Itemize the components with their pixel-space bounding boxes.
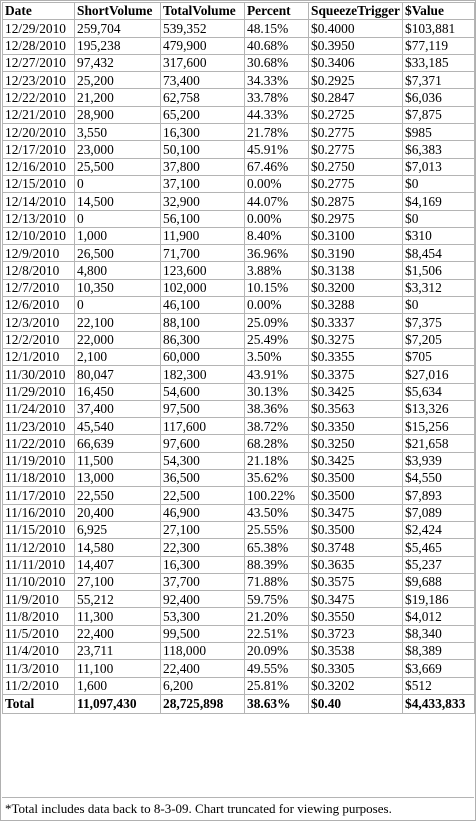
cell-dollar-value: $3,939 xyxy=(403,452,475,469)
cell-dollar-value: $2,424 xyxy=(403,521,475,538)
cell-date: 12/10/2010 xyxy=(3,227,75,244)
cell-short-volume: 3,550 xyxy=(75,124,161,141)
cell-date: 11/11/2010 xyxy=(3,556,75,573)
table-row xyxy=(3,245,475,262)
cell-total-volume: 32,900 xyxy=(161,193,245,210)
cell-date: 12/6/2010 xyxy=(3,297,75,314)
cell-short-volume: 0 xyxy=(75,297,161,314)
cell-squeeze-trigger: $0.3475 xyxy=(309,591,403,608)
cell-date: 12/13/2010 xyxy=(3,210,75,227)
cell-short-volume: 1,000 xyxy=(75,227,161,244)
cell-total-volume: 65,200 xyxy=(161,106,245,123)
cell-date: 11/16/2010 xyxy=(3,504,75,521)
table-row xyxy=(3,625,475,642)
cell-percent: 21.18% xyxy=(245,452,309,469)
cell-percent: 59.75% xyxy=(245,591,309,608)
cell-date: 11/30/2010 xyxy=(3,366,75,383)
table-row xyxy=(3,37,475,54)
footnote: *Total includes data back to 8-3-09. Chart truncated for viewing purposes. xyxy=(2,797,474,819)
cell-short-volume: 16,450 xyxy=(75,383,161,400)
cell-dollar-value: $512 xyxy=(403,677,475,694)
cell-percent: 8.40% xyxy=(245,227,309,244)
cell-total-volume: 54,300 xyxy=(161,452,245,469)
cell-short-volume: 4,800 xyxy=(75,262,161,279)
cell-squeeze-trigger: $0.3355 xyxy=(309,348,403,365)
table-row xyxy=(3,521,475,538)
cell-squeeze-trigger: $0.3575 xyxy=(309,573,403,590)
table-row xyxy=(3,418,475,435)
cell-squeeze-trigger: $0.3190 xyxy=(309,245,403,262)
cell-short-volume: 195,238 xyxy=(75,37,161,54)
cell-percent: 67.46% xyxy=(245,158,309,175)
table-row xyxy=(3,89,475,106)
cell-total-volume: 16,300 xyxy=(161,124,245,141)
table-row xyxy=(3,366,475,383)
cell-dollar-value: $9,688 xyxy=(403,573,475,590)
cell-percent: 44.07% xyxy=(245,193,309,210)
cell-squeeze-trigger: $0.2750 xyxy=(309,158,403,175)
cell-total-volume: 117,600 xyxy=(161,418,245,435)
cell-date: 11/15/2010 xyxy=(3,521,75,538)
cell-squeeze-trigger: $0.3305 xyxy=(309,660,403,677)
cell-percent: 71.88% xyxy=(245,573,309,590)
cell-dollar-value: $13,326 xyxy=(403,400,475,417)
cell-squeeze-trigger: $0.3538 xyxy=(309,642,403,659)
cell-percent: 10.15% xyxy=(245,279,309,296)
cell-percent: 21.20% xyxy=(245,608,309,625)
cell-date: 12/28/2010 xyxy=(3,37,75,54)
table-row xyxy=(3,504,475,521)
cell-date: 11/5/2010 xyxy=(3,625,75,642)
cell-dollar-value: $985 xyxy=(403,124,475,141)
cell-total-volume: 16,300 xyxy=(161,556,245,573)
cell-dollar-value: $5,634 xyxy=(403,383,475,400)
cell-squeeze-trigger: $0.3337 xyxy=(309,314,403,331)
cell-squeeze-trigger: $0.2847 xyxy=(309,89,403,106)
cell-squeeze-trigger: $0.2775 xyxy=(309,141,403,158)
table-row xyxy=(3,279,475,296)
cell-total-volume: 37,700 xyxy=(161,573,245,590)
cell-short-volume: 2,100 xyxy=(75,348,161,365)
total-dollar-value: $4,433,833 xyxy=(403,694,475,713)
cell-squeeze-trigger: $0.2775 xyxy=(309,124,403,141)
cell-squeeze-trigger: $0.3635 xyxy=(309,556,403,573)
cell-total-volume: 56,100 xyxy=(161,210,245,227)
table-row xyxy=(3,400,475,417)
table-row xyxy=(3,470,475,487)
cell-total-volume: 37,800 xyxy=(161,158,245,175)
cell-short-volume: 23,000 xyxy=(75,141,161,158)
cell-dollar-value: $103,881 xyxy=(403,20,475,37)
cell-date: 11/29/2010 xyxy=(3,383,75,400)
cell-total-volume: 46,900 xyxy=(161,504,245,521)
cell-percent: 65.38% xyxy=(245,539,309,556)
cell-short-volume: 11,500 xyxy=(75,452,161,469)
cell-date: 12/17/2010 xyxy=(3,141,75,158)
cell-percent: 30.13% xyxy=(245,383,309,400)
table-row xyxy=(3,435,475,452)
cell-percent: 68.28% xyxy=(245,435,309,452)
cell-total-volume: 46,100 xyxy=(161,297,245,314)
cell-date: 11/3/2010 xyxy=(3,660,75,677)
cell-short-volume: 21,200 xyxy=(75,89,161,106)
cell-squeeze-trigger: $0.3350 xyxy=(309,418,403,435)
table-row xyxy=(3,158,475,175)
cell-squeeze-trigger: $0.2775 xyxy=(309,175,403,192)
cell-total-volume: 92,400 xyxy=(161,591,245,608)
cell-short-volume: 37,400 xyxy=(75,400,161,417)
cell-total-volume: 71,700 xyxy=(161,245,245,262)
cell-total-volume: 123,600 xyxy=(161,262,245,279)
cell-short-volume: 0 xyxy=(75,175,161,192)
cell-percent: 38.72% xyxy=(245,418,309,435)
cell-dollar-value: $8,454 xyxy=(403,245,475,262)
cell-date: 11/22/2010 xyxy=(3,435,75,452)
cell-date: 12/20/2010 xyxy=(3,124,75,141)
total-percent: 38.63% xyxy=(245,694,309,713)
cell-date: 12/23/2010 xyxy=(3,72,75,89)
cell-dollar-value: $4,550 xyxy=(403,470,475,487)
cell-squeeze-trigger: $0.3138 xyxy=(309,262,403,279)
cell-date: 12/16/2010 xyxy=(3,158,75,175)
cell-total-volume: 99,500 xyxy=(161,625,245,642)
table-row xyxy=(3,383,475,400)
table-row xyxy=(3,175,475,192)
cell-dollar-value: $5,237 xyxy=(403,556,475,573)
cell-squeeze-trigger: $0.3563 xyxy=(309,400,403,417)
cell-short-volume: 13,000 xyxy=(75,470,161,487)
cell-date: 11/23/2010 xyxy=(3,418,75,435)
table-row xyxy=(3,54,475,71)
table-row xyxy=(3,193,475,210)
cell-short-volume: 22,550 xyxy=(75,487,161,504)
cell-date: 11/18/2010 xyxy=(3,470,75,487)
cell-percent: 0.00% xyxy=(245,297,309,314)
table-row xyxy=(3,106,475,123)
cell-short-volume: 6,925 xyxy=(75,521,161,538)
cell-short-volume: 10,350 xyxy=(75,279,161,296)
table-row xyxy=(3,262,475,279)
cell-total-volume: 36,500 xyxy=(161,470,245,487)
cell-short-volume: 55,212 xyxy=(75,591,161,608)
cell-date: 11/24/2010 xyxy=(3,400,75,417)
cell-short-volume: 14,580 xyxy=(75,539,161,556)
cell-percent: 88.39% xyxy=(245,556,309,573)
cell-dollar-value: $7,205 xyxy=(403,331,475,348)
table-row xyxy=(3,331,475,348)
cell-short-volume: 25,500 xyxy=(75,158,161,175)
cell-percent: 49.55% xyxy=(245,660,309,677)
cell-total-volume: 50,100 xyxy=(161,141,245,158)
cell-date: 11/10/2010 xyxy=(3,573,75,590)
cell-total-volume: 22,300 xyxy=(161,539,245,556)
cell-percent: 43.91% xyxy=(245,366,309,383)
total-row xyxy=(3,694,475,713)
cell-dollar-value: $7,089 xyxy=(403,504,475,521)
cell-total-volume: 88,100 xyxy=(161,314,245,331)
cell-squeeze-trigger: $0.3950 xyxy=(309,37,403,54)
cell-total-volume: 118,000 xyxy=(161,642,245,659)
cell-total-volume: 62,758 xyxy=(161,89,245,106)
header-total-volume: TotalVolume xyxy=(161,3,245,20)
cell-dollar-value: $7,893 xyxy=(403,487,475,504)
header-row xyxy=(3,3,475,20)
cell-short-volume: 22,400 xyxy=(75,625,161,642)
cell-percent: 25.49% xyxy=(245,331,309,348)
cell-percent: 44.33% xyxy=(245,106,309,123)
header-squeeze-trigger: SqueezeTrigger xyxy=(309,3,403,20)
cell-dollar-value: $19,186 xyxy=(403,591,475,608)
cell-squeeze-trigger: $0.3288 xyxy=(309,297,403,314)
cell-squeeze-trigger: $0.4000 xyxy=(309,20,403,37)
cell-short-volume: 28,900 xyxy=(75,106,161,123)
cell-percent: 25.09% xyxy=(245,314,309,331)
cell-total-volume: 37,100 xyxy=(161,175,245,192)
cell-total-volume: 27,100 xyxy=(161,521,245,538)
table-row xyxy=(3,677,475,694)
cell-percent: 100.22% xyxy=(245,487,309,504)
cell-short-volume: 22,100 xyxy=(75,314,161,331)
cell-dollar-value: $7,013 xyxy=(403,158,475,175)
cell-squeeze-trigger: $0.3202 xyxy=(309,677,403,694)
cell-short-volume: 20,400 xyxy=(75,504,161,521)
cell-percent: 43.50% xyxy=(245,504,309,521)
cell-dollar-value: $5,465 xyxy=(403,539,475,556)
cell-squeeze-trigger: $0.3375 xyxy=(309,366,403,383)
cell-percent: 30.68% xyxy=(245,54,309,71)
table-row xyxy=(3,591,475,608)
cell-percent: 25.81% xyxy=(245,677,309,694)
cell-date: 12/15/2010 xyxy=(3,175,75,192)
cell-dollar-value: $705 xyxy=(403,348,475,365)
cell-percent: 34.33% xyxy=(245,72,309,89)
table-body xyxy=(3,20,475,695)
cell-date: 11/2/2010 xyxy=(3,677,75,694)
cell-dollar-value: $33,185 xyxy=(403,54,475,71)
cell-squeeze-trigger: $0.3275 xyxy=(309,331,403,348)
cell-date: 12/8/2010 xyxy=(3,262,75,279)
cell-date: 12/22/2010 xyxy=(3,89,75,106)
cell-short-volume: 1,600 xyxy=(75,677,161,694)
cell-date: 12/9/2010 xyxy=(3,245,75,262)
cell-dollar-value: $15,256 xyxy=(403,418,475,435)
total-label: Total xyxy=(3,694,75,713)
cell-percent: 3.88% xyxy=(245,262,309,279)
cell-total-volume: 22,500 xyxy=(161,487,245,504)
cell-short-volume: 11,100 xyxy=(75,660,161,677)
table-row xyxy=(3,487,475,504)
cell-dollar-value: $21,658 xyxy=(403,435,475,452)
cell-dollar-value: $7,375 xyxy=(403,314,475,331)
cell-short-volume: 14,407 xyxy=(75,556,161,573)
cell-percent: 3.50% xyxy=(245,348,309,365)
table-row xyxy=(3,297,475,314)
cell-total-volume: 60,000 xyxy=(161,348,245,365)
cell-dollar-value: $7,875 xyxy=(403,106,475,123)
cell-squeeze-trigger: $0.3250 xyxy=(309,435,403,452)
cell-dollar-value: $77,119 xyxy=(403,37,475,54)
cell-squeeze-trigger: $0.3500 xyxy=(309,487,403,504)
cell-date: 12/7/2010 xyxy=(3,279,75,296)
header-date: Date xyxy=(3,3,75,20)
cell-total-volume: 182,300 xyxy=(161,366,245,383)
cell-squeeze-trigger: $0.3500 xyxy=(309,470,403,487)
cell-squeeze-trigger: $0.3425 xyxy=(309,452,403,469)
cell-dollar-value: $0 xyxy=(403,175,475,192)
cell-date: 11/17/2010 xyxy=(3,487,75,504)
table-row xyxy=(3,539,475,556)
cell-short-volume: 27,100 xyxy=(75,573,161,590)
table-row xyxy=(3,141,475,158)
cell-dollar-value: $3,312 xyxy=(403,279,475,296)
cell-dollar-value: $310 xyxy=(403,227,475,244)
cell-percent: 0.00% xyxy=(245,175,309,192)
table-row xyxy=(3,227,475,244)
table-row xyxy=(3,660,475,677)
cell-percent: 21.78% xyxy=(245,124,309,141)
cell-squeeze-trigger: $0.2975 xyxy=(309,210,403,227)
table-row xyxy=(3,72,475,89)
cell-total-volume: 317,600 xyxy=(161,54,245,71)
cell-dollar-value: $7,371 xyxy=(403,72,475,89)
cell-total-volume: 53,300 xyxy=(161,608,245,625)
cell-short-volume: 14,500 xyxy=(75,193,161,210)
cell-short-volume: 11,300 xyxy=(75,608,161,625)
cell-squeeze-trigger: $0.2725 xyxy=(309,106,403,123)
cell-squeeze-trigger: $0.3748 xyxy=(309,539,403,556)
cell-dollar-value: $0 xyxy=(403,210,475,227)
table-row xyxy=(3,573,475,590)
cell-short-volume: 259,704 xyxy=(75,20,161,37)
cell-percent: 48.15% xyxy=(245,20,309,37)
cell-date: 11/8/2010 xyxy=(3,608,75,625)
cell-total-volume: 22,400 xyxy=(161,660,245,677)
cell-squeeze-trigger: $0.3475 xyxy=(309,504,403,521)
cell-total-volume: 479,900 xyxy=(161,37,245,54)
cell-total-volume: 6,200 xyxy=(161,677,245,694)
cell-dollar-value: $0 xyxy=(403,297,475,314)
cell-squeeze-trigger: $0.3100 xyxy=(309,227,403,244)
cell-dollar-value: $4,169 xyxy=(403,193,475,210)
cell-squeeze-trigger: $0.3200 xyxy=(309,279,403,296)
cell-squeeze-trigger: $0.3425 xyxy=(309,383,403,400)
cell-date: 12/27/2010 xyxy=(3,54,75,71)
cell-percent: 25.55% xyxy=(245,521,309,538)
cell-squeeze-trigger: $0.3723 xyxy=(309,625,403,642)
cell-squeeze-trigger: $0.2925 xyxy=(309,72,403,89)
header-short-volume: ShortVolume xyxy=(75,3,161,20)
cell-dollar-value: $8,340 xyxy=(403,625,475,642)
cell-short-volume: 80,047 xyxy=(75,366,161,383)
total-short-volume: 11,097,430 xyxy=(75,694,161,713)
header-percent: Percent xyxy=(245,3,309,20)
cell-short-volume: 25,200 xyxy=(75,72,161,89)
cell-percent: 36.96% xyxy=(245,245,309,262)
table-row xyxy=(3,452,475,469)
cell-date: 11/9/2010 xyxy=(3,591,75,608)
cell-dollar-value: $3,669 xyxy=(403,660,475,677)
table-row xyxy=(3,124,475,141)
cell-dollar-value: $6,036 xyxy=(403,89,475,106)
table-row xyxy=(3,20,475,37)
cell-date: 12/2/2010 xyxy=(3,331,75,348)
cell-squeeze-trigger: $0.3500 xyxy=(309,521,403,538)
table-row xyxy=(3,642,475,659)
total-squeeze-trigger: $0.40 xyxy=(309,694,403,713)
cell-percent: 33.78% xyxy=(245,89,309,106)
table-row xyxy=(3,314,475,331)
cell-squeeze-trigger: $0.2875 xyxy=(309,193,403,210)
cell-date: 12/14/2010 xyxy=(3,193,75,210)
cell-total-volume: 97,500 xyxy=(161,400,245,417)
total-total-volume: 28,725,898 xyxy=(161,694,245,713)
cell-dollar-value: $1,506 xyxy=(403,262,475,279)
cell-percent: 35.62% xyxy=(245,470,309,487)
cell-date: 11/12/2010 xyxy=(3,539,75,556)
cell-percent: 20.09% xyxy=(245,642,309,659)
cell-total-volume: 97,600 xyxy=(161,435,245,452)
cell-short-volume: 97,432 xyxy=(75,54,161,71)
cell-date: 12/21/2010 xyxy=(3,106,75,123)
cell-total-volume: 73,400 xyxy=(161,72,245,89)
cell-short-volume: 0 xyxy=(75,210,161,227)
cell-short-volume: 26,500 xyxy=(75,245,161,262)
cell-dollar-value: $27,016 xyxy=(403,366,475,383)
cell-date: 11/19/2010 xyxy=(3,452,75,469)
cell-percent: 45.91% xyxy=(245,141,309,158)
cell-date: 12/1/2010 xyxy=(3,348,75,365)
cell-short-volume: 66,639 xyxy=(75,435,161,452)
cell-percent: 22.51% xyxy=(245,625,309,642)
cell-percent: 0.00% xyxy=(245,210,309,227)
cell-total-volume: 102,000 xyxy=(161,279,245,296)
cell-date: 11/4/2010 xyxy=(3,642,75,659)
table-row xyxy=(3,348,475,365)
cell-dollar-value: $8,389 xyxy=(403,642,475,659)
cell-percent: 40.68% xyxy=(245,37,309,54)
cell-total-volume: 86,300 xyxy=(161,331,245,348)
cell-total-volume: 539,352 xyxy=(161,20,245,37)
cell-short-volume: 23,711 xyxy=(75,642,161,659)
cell-short-volume: 45,540 xyxy=(75,418,161,435)
cell-dollar-value: $6,383 xyxy=(403,141,475,158)
cell-total-volume: 54,600 xyxy=(161,383,245,400)
table-row xyxy=(3,210,475,227)
cell-squeeze-trigger: $0.3550 xyxy=(309,608,403,625)
cell-total-volume: 11,900 xyxy=(161,227,245,244)
cell-short-volume: 22,000 xyxy=(75,331,161,348)
table-row xyxy=(3,608,475,625)
table-row xyxy=(3,556,475,573)
cell-squeeze-trigger: $0.3406 xyxy=(309,54,403,71)
cell-date: 12/3/2010 xyxy=(3,314,75,331)
cell-percent: 38.36% xyxy=(245,400,309,417)
cell-dollar-value: $4,012 xyxy=(403,608,475,625)
header-dollar-value: $Value xyxy=(403,3,475,20)
short-volume-table xyxy=(2,2,475,714)
cell-date: 12/29/2010 xyxy=(3,20,75,37)
